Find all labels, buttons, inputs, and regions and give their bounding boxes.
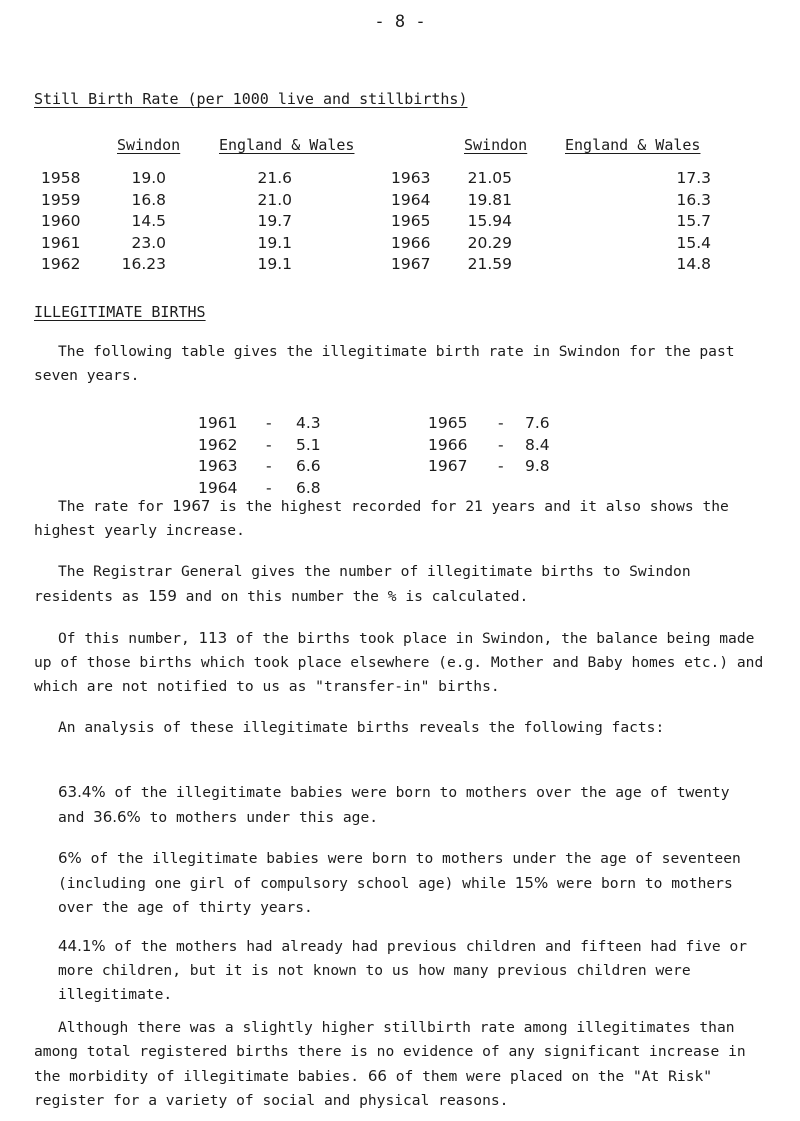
illegitimate-heading: ILLEGITIMATE BIRTHS: [34, 303, 206, 321]
rate-year: 1962: [198, 435, 238, 454]
rate-value: 6.6: [296, 457, 321, 475]
england-wales-rate-cell: 19.1: [257, 255, 292, 273]
year-cell: 1958: [41, 169, 81, 187]
england-wales-rate-cell: 21.6: [257, 169, 292, 187]
england-wales-rate-cell: 15.7: [676, 212, 711, 230]
england-wales-rate-cell: 19.7: [257, 212, 292, 230]
rate-year: 1966: [428, 435, 468, 454]
page-number: - 8 -: [374, 12, 426, 32]
england-wales-rate-cell: 15.4: [676, 233, 711, 252]
rate-dash: -: [266, 435, 272, 454]
col-header-ew-right: England & Wales: [565, 136, 701, 154]
swindon-rate-cell: 21.05: [467, 169, 512, 187]
rate-dash: -: [266, 457, 272, 475]
swindon-rate-cell: 23.0: [131, 233, 166, 252]
rate-value: 9.8: [525, 457, 550, 475]
rate-year: 1967: [428, 457, 468, 475]
intro-paragraph: The following table gives the illegitimate birth rate in Swindon for the past seven years.: [34, 343, 735, 384]
paragraph-registrar: The Registrar General gives the number of illegitimate births to Swindon residents as 159 and on this number the % is calculated.: [34, 563, 691, 605]
year-cell: 1962: [41, 255, 81, 273]
rate-year: 1961: [198, 414, 238, 432]
fact-age-twenty: 63.4% of the illegitimate babies were born to mothers over the age of twenty and 36.6% to mothers under this age.: [58, 783, 730, 826]
rate-value: 7.6: [525, 414, 550, 432]
year-cell: 1959: [41, 190, 81, 209]
year-cell: 1966: [391, 233, 431, 252]
rate-year: 1965: [428, 414, 468, 432]
col-header-swindon-right: Swindon: [464, 136, 528, 154]
paragraph-at-risk: Although there was a slightly higher stillbirth rate among illegitimates than among total registered births there is no evidence of any significant increase in the morbidity of illegitimate babies. 66 of them were placed on the "At Risk" register for a variety of social and physical reasons.: [34, 1019, 746, 1109]
england-wales-rate-cell: 16.3: [676, 190, 711, 209]
rate-dash: -: [498, 414, 504, 432]
swindon-rate-cell: 20.29: [467, 233, 512, 252]
rate-value: 6.8: [296, 478, 321, 497]
year-cell: 1963: [391, 169, 431, 187]
swindon-rate-cell: 21.59: [467, 255, 512, 273]
year-cell: 1960: [41, 212, 81, 230]
swindon-rate-cell: 15.94: [467, 212, 512, 230]
rate-value: 8.4: [525, 435, 550, 454]
swindon-rate-cell: 19.81: [467, 190, 512, 209]
swindon-rate-cell: 16.8: [131, 190, 166, 209]
rate-value: 4.3: [296, 414, 321, 432]
england-wales-rate-cell: 17.3: [676, 169, 711, 187]
rate-value: 5.1: [296, 435, 321, 454]
rate-dash: -: [498, 457, 504, 475]
stillbirth-title: Still Birth Rate (per 1000 live and stillbirths): [34, 90, 468, 108]
year-cell: 1967: [391, 255, 431, 273]
col-header-ew-left: England & Wales: [219, 136, 355, 154]
england-wales-rate-cell: 19.1: [257, 233, 292, 252]
rate-year: 1964: [198, 478, 238, 497]
england-wales-rate-cell: 21.0: [257, 190, 292, 209]
england-wales-rate-cell: 14.8: [676, 255, 711, 273]
swindon-rate-cell: 14.5: [131, 212, 166, 230]
rate-dash: -: [498, 435, 504, 454]
swindon-rate-cell: 16.23: [121, 255, 166, 273]
fact-age-seventeen: 6% of the illegitimate babies were born to mothers under the age of seventeen (including one girl of compulsory school age) while 15% were born to mothers over the age of thirty years.: [58, 849, 741, 916]
swindon-rate-cell: 19.0: [131, 169, 166, 187]
paragraph-analysis: An analysis of these illegitimate births reveals the following facts:: [58, 719, 665, 736]
year-cell: 1964: [391, 190, 431, 209]
rate-year: 1963: [198, 457, 238, 475]
rate-dash: -: [266, 478, 272, 497]
rate-dash: -: [266, 414, 272, 432]
paragraph-rate-1967: The rate for 1967 is the highest recorded for 21 years and it also shows the highest yearly increase.: [34, 497, 729, 539]
year-cell: 1961: [41, 233, 81, 252]
year-cell: 1965: [391, 212, 431, 230]
col-header-swindon-left: Swindon: [117, 136, 181, 154]
paragraph-births-swindon: Of this number, 113 of the births took place in Swindon, the balance being made up of those births which took place elsewhere (e.g. Mother and Baby homes etc.) and which are not notified to us as "transfer-in" births.: [34, 629, 764, 695]
fact-previous-children: 44.1% of the mothers had already had previous children and fifteen had five or more children, but it is not known to us how many previous children were illegitimate.: [58, 937, 748, 1003]
